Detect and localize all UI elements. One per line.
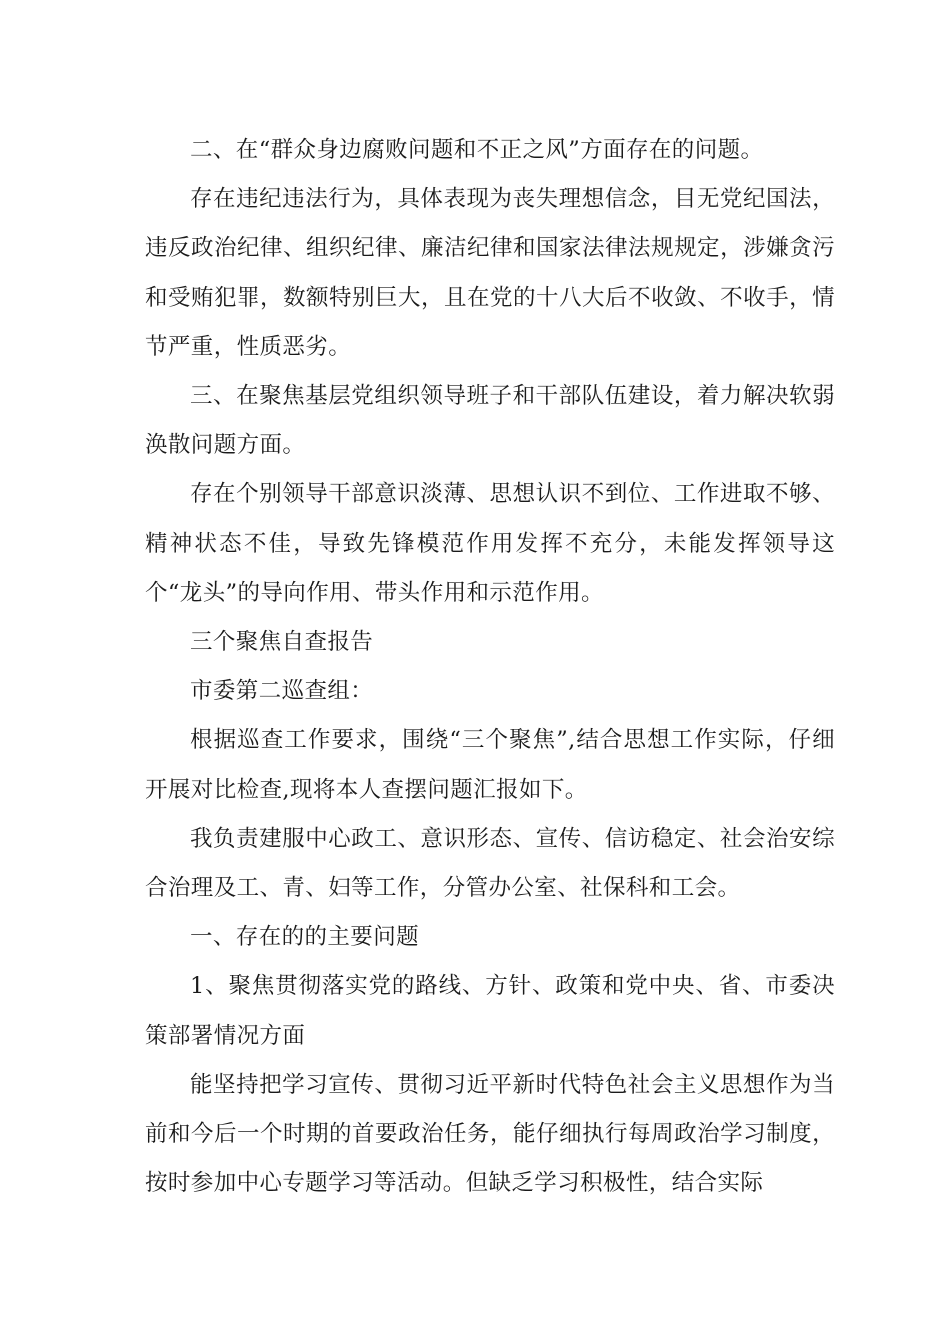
paragraph: 能坚持把学习宣传、贯彻习近平新时代特色社会主义思想作为当前和今后一个时期的首要政治任务，能仔细执行每周政治学习制度，按时参加中心专题学习等活动。但缺乏学习积极性，结合实际: [145, 1071, 835, 1197]
paragraph: 根据巡查工作要求，围绕“三个聚焦”,结合思想工作实际，仔细开展对比检查,现将本人查摆问题汇报如下。: [145, 727, 835, 803]
paragraph: 二、在“群众身边腐败问题和不正之风”方面存在的问题。: [190, 137, 764, 163]
paragraph: 我负责建服中心政工、意识形态、宣传、信访稳定、社会治安综合治理及工、青、妇等工作，分管办公室、社保科和工会。: [145, 825, 835, 902]
paragraph: 三、在聚焦基层党组织领导班子和干部队伍建设，着力解决软弱涣散问题方面。: [145, 383, 835, 459]
salutation: 市委第二巡查组：: [190, 678, 374, 705]
section-heading: 一、存在的的主要问题: [190, 924, 420, 951]
subsection-heading: 1、聚焦贯彻落实党的路线、方针、政策和党中央、省、市委决策部署情况方面: [145, 973, 835, 1049]
paragraph: 存在违纪违法行为，具体表现为丧失理想信念，目无党纪国法，违反政治纪律、组织纪律、廉洁纪律和国家法律法规规定，涉嫌贪污和受贿犯罪，数额特别巨大，且在党的十八大后不收敛、不收手，情节严重，性质恶劣。: [145, 186, 835, 360]
document-body: [145, 126, 835, 1208]
paragraph: 存在个别领导干部意识淡薄、思想认识不到位、工作进取不够、精神状态不佳，导致先锋模范作用发挥不充分，未能发挥领导这个“龙头”的导向作用、带头作用和示范作用。: [145, 481, 835, 606]
section-heading: 三个聚焦自查报告: [190, 629, 374, 656]
